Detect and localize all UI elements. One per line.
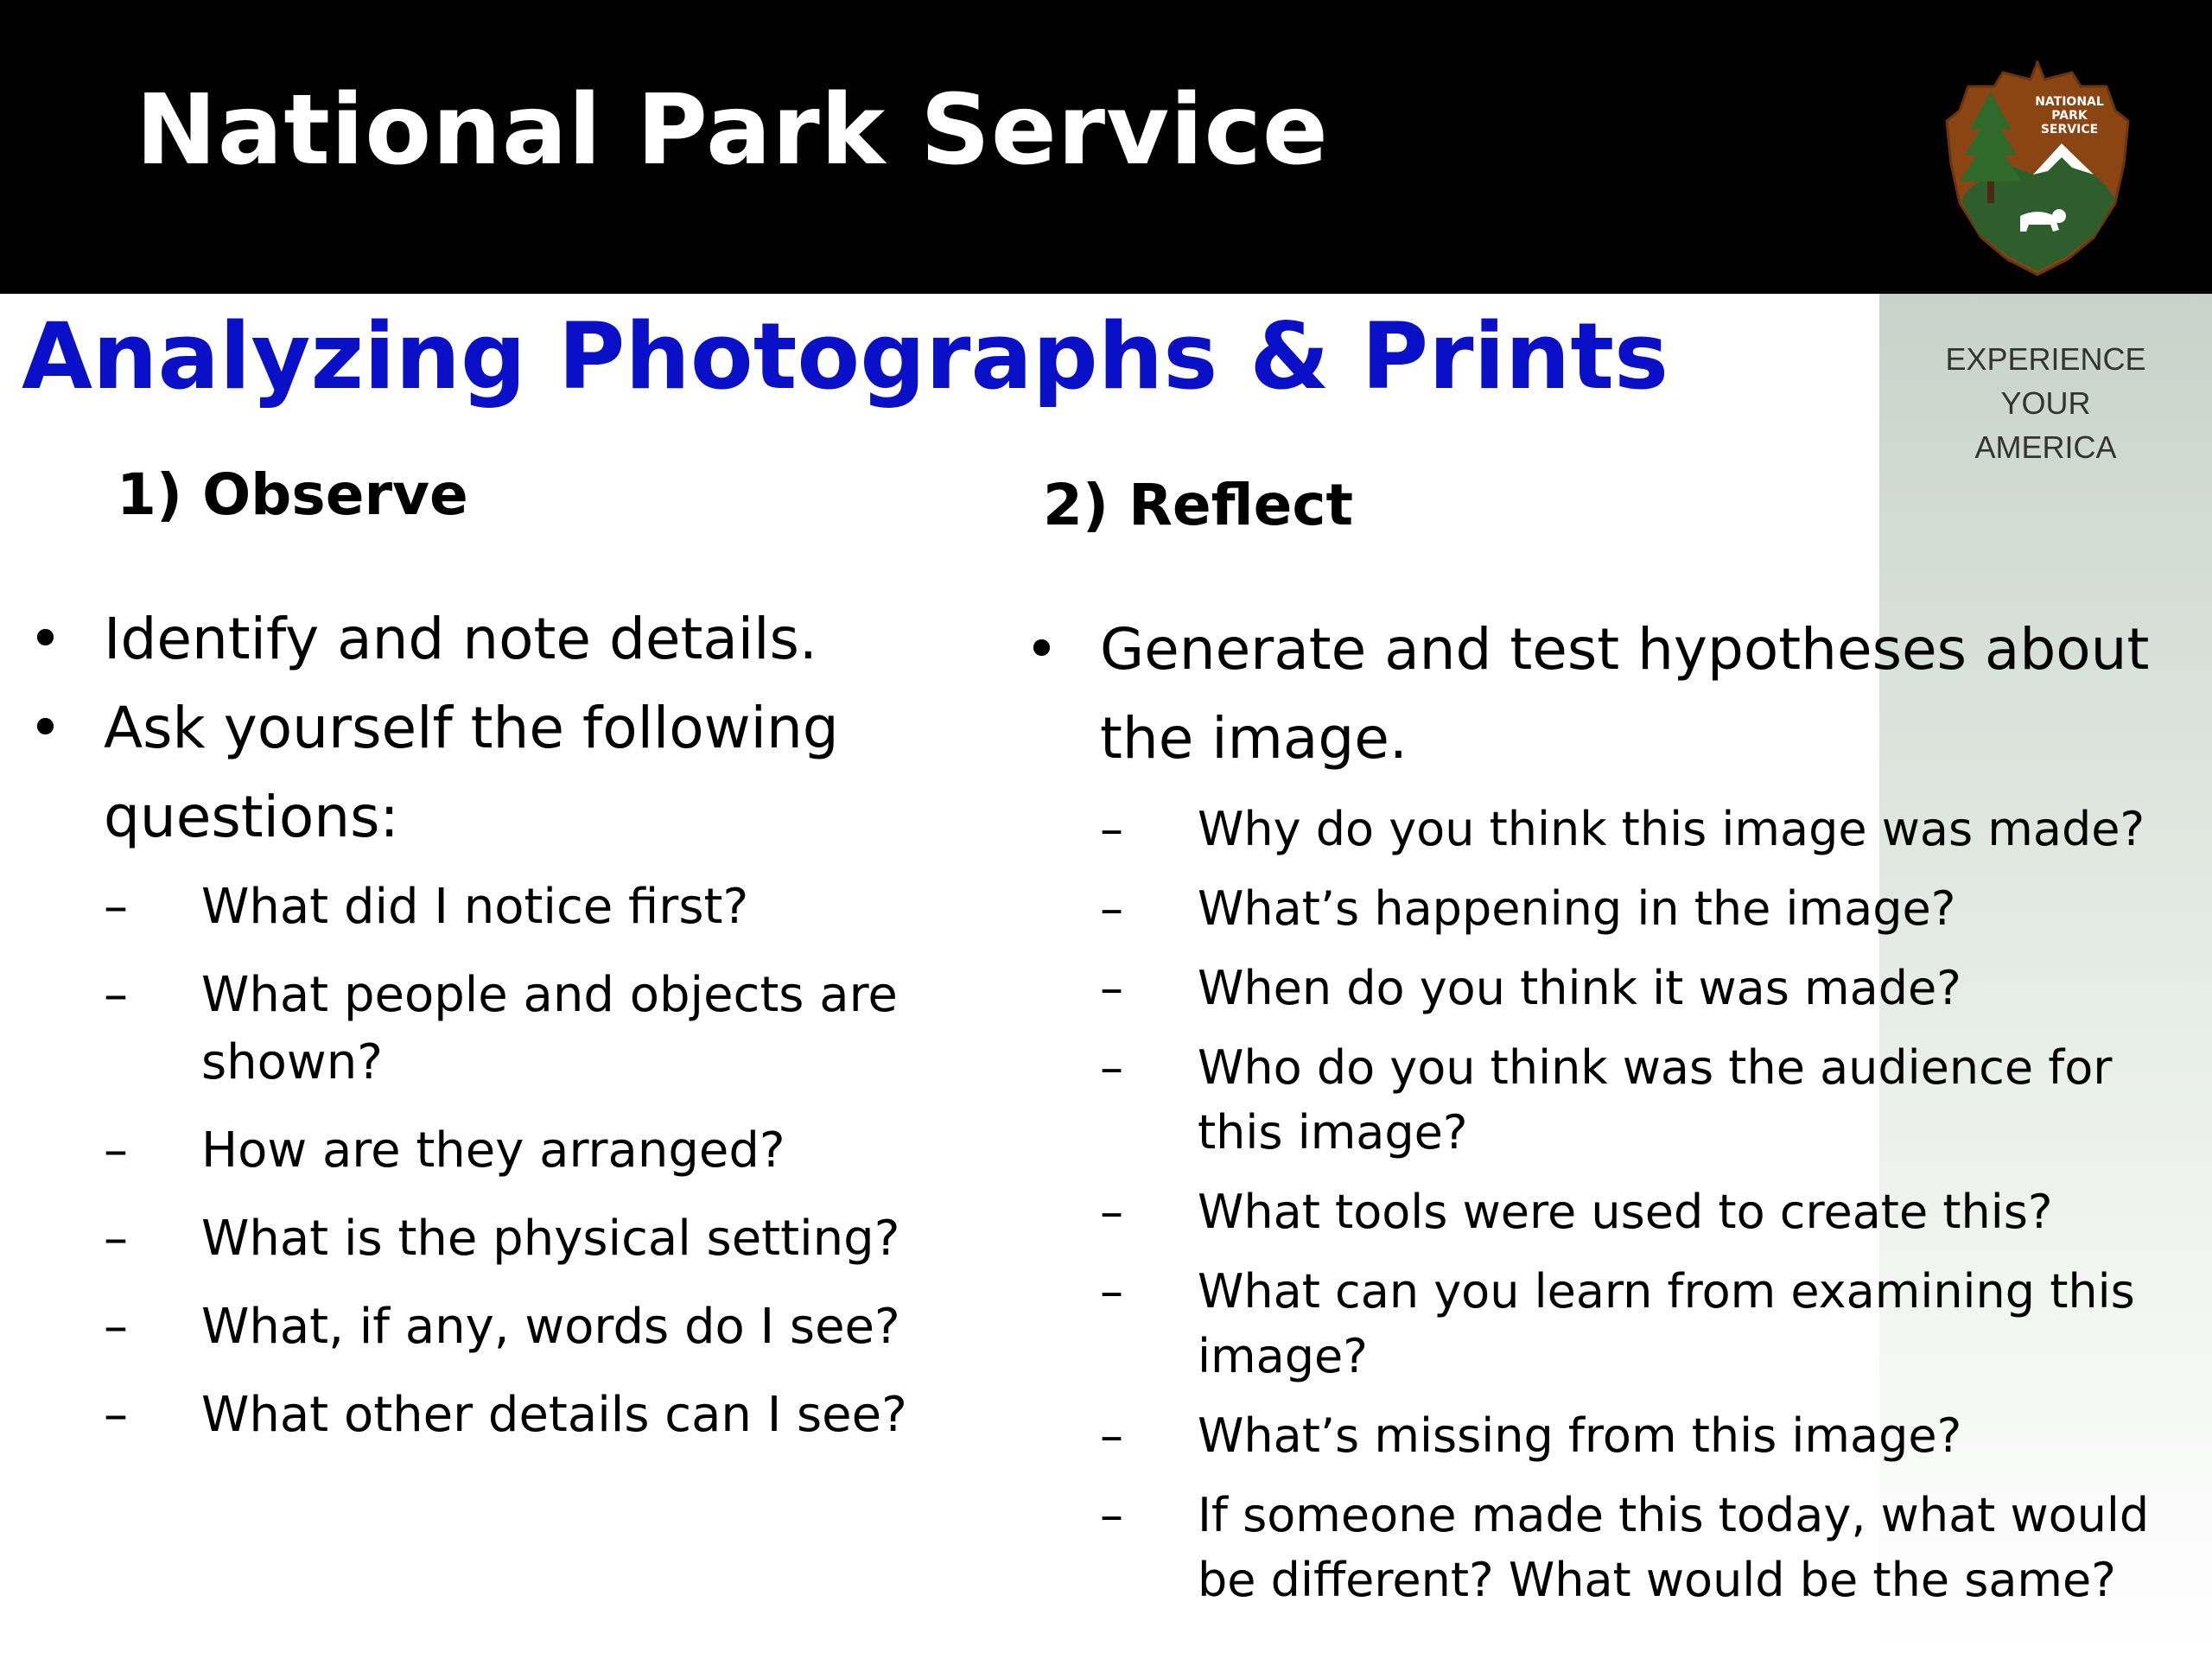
bullet-text: Identify and note details. xyxy=(104,606,817,672)
question-item xyxy=(104,962,981,1096)
bullet-text: Generate and test hypotheses about the image. xyxy=(1100,616,2150,772)
question-item xyxy=(1100,1403,2189,1468)
list-item xyxy=(22,683,981,1449)
bullet-marker: • xyxy=(29,606,62,672)
question-text: What’s happening in the image? xyxy=(1198,881,1956,936)
question-item xyxy=(1100,1035,2189,1165)
question-item xyxy=(1100,876,2189,941)
dash-marker: – xyxy=(104,967,128,1023)
question-text: What is the physical setting? xyxy=(201,1211,900,1267)
organization-name: National Park Service xyxy=(136,74,1329,187)
tagline xyxy=(1879,337,2212,469)
dash-marker: – xyxy=(104,1387,128,1443)
dash-marker: – xyxy=(1100,1408,1123,1463)
question-item xyxy=(1100,956,2189,1020)
tagline-line: EXPERIENCE xyxy=(1945,341,2146,377)
dash-marker: – xyxy=(1100,1264,1123,1319)
dash-marker: – xyxy=(104,879,128,935)
dash-marker: – xyxy=(104,1299,128,1355)
question-item xyxy=(1100,1259,2189,1389)
bullet-text: Ask yourself the following questions: xyxy=(104,695,839,850)
question-text: How are they arranged? xyxy=(201,1122,785,1179)
question-text: What’s missing from this image? xyxy=(1198,1408,1962,1463)
logo-text-1: NATIONAL xyxy=(2035,95,2104,109)
question-item xyxy=(104,1382,981,1449)
tagline-line: AMERICA xyxy=(1974,429,2117,465)
dash-marker: – xyxy=(1100,1040,1123,1095)
dash-marker: – xyxy=(104,1122,128,1179)
question-text: What other details can I see? xyxy=(201,1387,907,1443)
dash-marker: – xyxy=(1100,802,1123,856)
tagline-line: YOUR xyxy=(2000,385,2091,421)
dash-marker: – xyxy=(1100,961,1123,1015)
dash-marker: – xyxy=(104,1211,128,1267)
reflect-questions xyxy=(1100,797,2189,1612)
dash-marker: – xyxy=(1100,1488,1123,1542)
logo-text-2: PARK xyxy=(2051,109,2088,123)
question-text: Who do you think was the audience for this image? xyxy=(1198,1040,2113,1160)
question-text: When do you think it was made? xyxy=(1198,961,1961,1015)
question-item xyxy=(104,874,981,941)
question-item xyxy=(104,1117,981,1185)
question-item xyxy=(104,1294,981,1361)
bullet-marker: • xyxy=(1025,616,1058,683)
question-item xyxy=(1100,797,2189,861)
observe-questions xyxy=(104,874,981,1449)
question-text: What tools were used to create this? xyxy=(1198,1185,2053,1239)
slide-title: Analyzing Photographs & Prints xyxy=(22,303,1669,410)
question-item xyxy=(1100,1179,2189,1244)
bullet-marker: • xyxy=(29,695,62,761)
logo-text-3: SERVICE xyxy=(2040,123,2099,137)
list-item xyxy=(22,594,981,683)
nps-arrowhead-logo-icon xyxy=(1942,60,2133,276)
dash-marker: – xyxy=(1100,881,1123,936)
list-item xyxy=(1018,605,2189,1612)
question-text: What, if any, words do I see? xyxy=(201,1299,900,1355)
observe-list xyxy=(22,594,981,1449)
question-text: What did I notice first? xyxy=(201,879,749,935)
dash-marker: – xyxy=(1100,1185,1123,1239)
question-text: What can you learn from examining this image? xyxy=(1198,1264,2135,1383)
reflect-list xyxy=(1018,605,2189,1612)
question-text: What people and objects are shown? xyxy=(201,967,898,1090)
question-text: Why do you think this image was made? xyxy=(1198,802,2145,856)
question-item xyxy=(1100,1483,2189,1612)
reflect-heading: 2) Reflect xyxy=(1043,472,1354,538)
observe-heading: 1) Observe xyxy=(117,461,468,528)
question-item xyxy=(104,1205,981,1273)
question-text: If someone made this today, what would be different? What would be the same? xyxy=(1198,1488,2150,1607)
